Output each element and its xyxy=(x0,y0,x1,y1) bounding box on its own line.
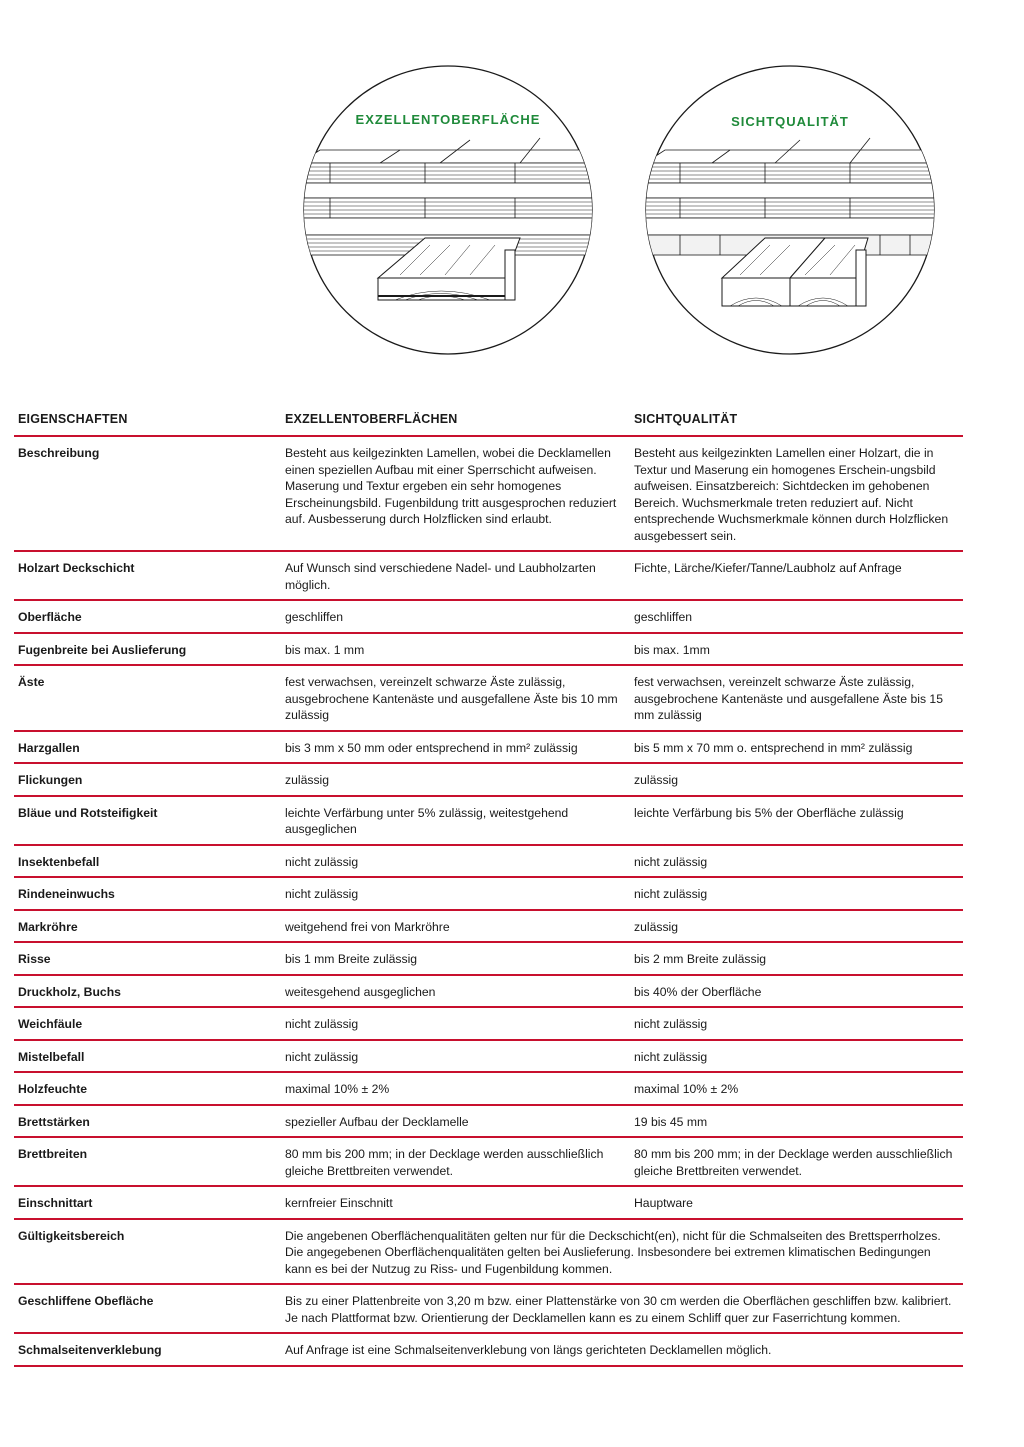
visible-quality-cell: fest verwachsen, vereinzelt schwarze Äste zulässig, ausgebrochene Kantenäste und ausgefallene Äste bis 15 mm zulässig xyxy=(630,665,963,731)
excellent-cell: zulässig xyxy=(281,763,630,796)
excellent-cell: nicht zulässig xyxy=(281,877,630,910)
property-cell: Einschnittart xyxy=(14,1186,281,1219)
visible-quality-cell: Hauptware xyxy=(630,1186,963,1219)
visible-quality-cell: geschliffen xyxy=(630,600,963,633)
excellent-cell: weitesgehend ausgeglichen xyxy=(281,975,630,1008)
excellent-cell: weitgehend frei von Markröhre xyxy=(281,910,630,943)
spanning-text-cell: Die angebenen Oberflächenqualitäten gelten nur für die Deckschicht(en), nicht für die Schmalseiten des Brettsperrholzes. Die angegebenen Oberflächenqualitäten gelten bei Auslieferung. Insbesondere bei extremen klimatischen Bedingungen kann es bei der Nutzug zu Riss- und Fugenbildung kommen. xyxy=(281,1219,963,1285)
visible-quality-cell: bis 5 mm x 70 mm o. entsprechend in mm² zulässig xyxy=(630,731,963,764)
table-row xyxy=(14,600,963,633)
excellent-cell: bis 3 mm x 50 mm oder entsprechend in mm² zulässig xyxy=(281,731,630,764)
visible-quality-cell: bis 2 mm Breite zulässig xyxy=(630,942,963,975)
property-cell: Rindeneinwuchs xyxy=(14,877,281,910)
properties-table xyxy=(14,404,963,1367)
property-cell: Geschliffene Obefläche xyxy=(14,1284,281,1333)
visible-quality-title: SICHTQUALITÄT xyxy=(731,114,849,129)
excellent-surface-title: EXZELLENTOBERFLÄCHE xyxy=(355,112,541,127)
table-body xyxy=(14,436,963,1366)
visible-quality-cell: bis max. 1mm xyxy=(630,633,963,666)
table-row xyxy=(14,942,963,975)
excellent-cell: leichte Verfärbung unter 5% zulässig, weitestgehend ausgeglichen xyxy=(281,796,630,845)
visible-quality-cell: nicht zulässig xyxy=(630,877,963,910)
header-visible-quality: SICHTQUALITÄT xyxy=(630,404,963,436)
table-row xyxy=(14,1007,963,1040)
property-cell: Holzart Deckschicht xyxy=(14,551,281,600)
property-cell: Äste xyxy=(14,665,281,731)
excellent-cell: Besteht aus keilgezinkten Lamellen, wobei die Decklamellen einen speziellen Aufbau mit einer Sperrschicht aufweisen. Maserung und Textur ergeben ein sehr homogenes Erscheinungsbild. Fugenbildung tritt ausgesprochen reduziert auf. Ausbesserung durch Holzflicken sind erlaubt. xyxy=(281,436,630,551)
property-cell: Markröhre xyxy=(14,910,281,943)
table-row xyxy=(14,436,963,551)
table-row xyxy=(14,1105,963,1138)
table-row xyxy=(14,763,963,796)
property-cell: Gültigkeitsbereich xyxy=(14,1219,281,1285)
property-cell: Mistelbefall xyxy=(14,1040,281,1073)
visible-quality-cell: nicht zulässig xyxy=(630,1040,963,1073)
visible-quality-cell: 19 bis 45 mm xyxy=(630,1105,963,1138)
property-cell: Insektenbefall xyxy=(14,845,281,878)
property-cell: Harzgallen xyxy=(14,731,281,764)
property-cell: Weichfäule xyxy=(14,1007,281,1040)
property-cell: Risse xyxy=(14,942,281,975)
excellent-cell: bis max. 1 mm xyxy=(281,633,630,666)
visible-quality-cell: nicht zulässig xyxy=(630,845,963,878)
spanning-text-cell: Auf Anfrage ist eine Schmalseitenverklebung von längs gerichteten Decklamellen möglich. xyxy=(281,1333,963,1366)
table-row xyxy=(14,975,963,1008)
table-header-row xyxy=(14,404,963,436)
visible-quality-cell: bis 40% der Oberfläche xyxy=(630,975,963,1008)
table-row xyxy=(14,633,963,666)
visible-quality-cell: 80 mm bis 200 mm; in der Decklage werden ausschließlich gleiche Brettbreiten verwendet. xyxy=(630,1137,963,1186)
excellent-cell: spezieller Aufbau der Decklamelle xyxy=(281,1105,630,1138)
header-properties: EIGENSCHAFTEN xyxy=(14,404,281,436)
table-row xyxy=(14,1137,963,1186)
table-row xyxy=(14,731,963,764)
excellent-cell: nicht zulässig xyxy=(281,1040,630,1073)
visible-quality-cell: maximal 10% ± 2% xyxy=(630,1072,963,1105)
table-row xyxy=(14,1186,963,1219)
excellent-cell: nicht zulässig xyxy=(281,845,630,878)
property-cell: Druckholz, Buchs xyxy=(14,975,281,1008)
illustrations xyxy=(0,0,1024,380)
excellent-cell: kernfreier Einschnitt xyxy=(281,1186,630,1219)
visible-quality-cell: Fichte, Lärche/Kiefer/Tanne/Laubholz auf Anfrage xyxy=(630,551,963,600)
table-row xyxy=(14,1040,963,1073)
table-row xyxy=(14,877,963,910)
visible-quality-cell: zulässig xyxy=(630,763,963,796)
table-row-spanning xyxy=(14,1333,963,1366)
table-row xyxy=(14,910,963,943)
excellent-cell: fest verwachsen, vereinzelt schwarze Äste zulässig, ausgebrochene Kantenäste und ausgefallene Äste bis 10 mm zulässig xyxy=(281,665,630,731)
excellent-cell: bis 1 mm Breite zulässig xyxy=(281,942,630,975)
table-row-spanning xyxy=(14,1219,963,1285)
visible-quality-cell: leichte Verfärbung bis 5% der Oberfläche zulässig xyxy=(630,796,963,845)
visible-quality-cell: zulässig xyxy=(630,910,963,943)
property-cell: Bläue und Rotsteifigkeit xyxy=(14,796,281,845)
header-excellent-surfaces: EXZELLENTOBERFLÄCHEN xyxy=(281,404,630,436)
table-row xyxy=(14,845,963,878)
property-cell: Schmalseitenverklebung xyxy=(14,1333,281,1366)
table-row xyxy=(14,551,963,600)
property-cell: Holzfeuchte xyxy=(14,1072,281,1105)
excellent-surface-illustration xyxy=(300,66,600,354)
property-cell: Flickungen xyxy=(14,763,281,796)
excellent-cell: 80 mm bis 200 mm; in der Decklage werden ausschließlich gleiche Brettbreiten verwendet. xyxy=(281,1137,630,1186)
table-row-spanning xyxy=(14,1284,963,1333)
excellent-cell: nicht zulässig xyxy=(281,1007,630,1040)
visible-quality-illustration xyxy=(645,66,935,354)
table-row xyxy=(14,796,963,845)
visible-quality-cell: Besteht aus keilgezinkten Lamellen einer Holzart, die in Textur und Maserung ein homogenes Erschein-ungsbild aufweisen. Einsatzbereich: Sichtdecken im gehobenen Bereich. Wuchsmerkmale treten reduziert auf. Nicht entsprechende Wuchsmerkmale können durch Holzflicken ausgebessert sein. xyxy=(630,436,963,551)
excellent-cell: geschliffen xyxy=(281,600,630,633)
spanning-text-cell: Bis zu einer Plattenbreite von 3,20 m bzw. einer Plattenstärke von 30 cm werden die Oberflächen geschliffen bzw. kalibriert. Je nach Plattformat bzw. Orientierung der Decklamellen kann es zu einem Schliff quer zur Faserrichtung kommen. xyxy=(281,1284,963,1333)
table-row xyxy=(14,665,963,731)
property-cell: Brettstärken xyxy=(14,1105,281,1138)
excellent-cell: Auf Wunsch sind verschiedene Nadel- und Laubholzarten möglich. xyxy=(281,551,630,600)
property-cell: Beschreibung xyxy=(14,436,281,551)
property-cell: Oberfläche xyxy=(14,600,281,633)
property-cell: Brettbreiten xyxy=(14,1137,281,1186)
table-row xyxy=(14,1072,963,1105)
property-cell: Fugenbreite bei Auslieferung xyxy=(14,633,281,666)
visible-quality-cell: nicht zulässig xyxy=(630,1007,963,1040)
excellent-cell: maximal 10% ± 2% xyxy=(281,1072,630,1105)
